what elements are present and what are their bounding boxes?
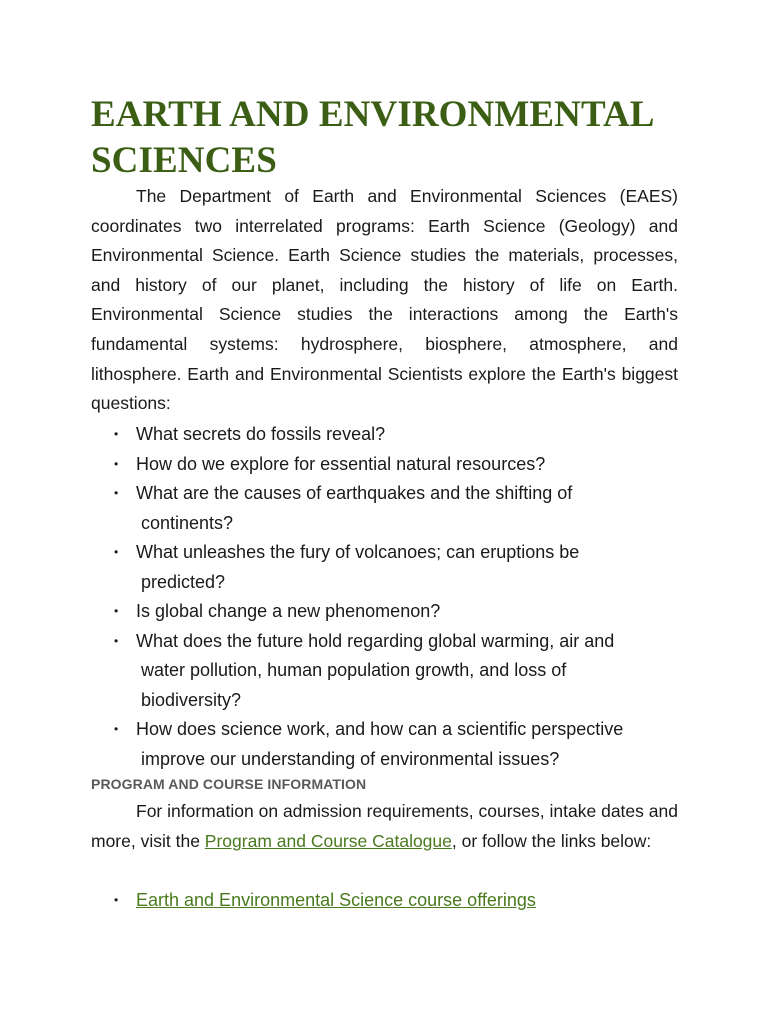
list-item [114,885,536,915]
list-item [114,450,674,480]
bullet-icon: • [114,604,119,618]
catalogue-link[interactable]: Program and Course Catalogue [204,830,452,851]
question-text: What does the future hold regarding global warming, air and [136,630,615,651]
list-item [114,597,674,627]
questions-list [114,420,674,774]
question-text: How do we explore for essential natural resources? [136,453,546,474]
bullet-icon: • [114,722,119,736]
question-text-continued: biodiversity? [141,689,242,710]
question-text-continued: predicted? [141,571,226,592]
bullet-icon: • [114,545,119,559]
question-text: What secrets do fossils reveal? [136,424,386,444]
info-text-before: For information on admission requirements, courses, intake dates and more, visit the [91,801,678,851]
bullet-icon: • [114,456,119,471]
info-text-after: , or follow the links below: [451,830,652,851]
page-title: EARTH AND ENVIRONMENTAL SCIENCES [91,94,653,181]
question-text: How does science work, and how can a scientific perspective [136,719,624,739]
question-text: What unleashes the fury of volcanoes; can eruptions be [136,542,580,562]
question-text: What are the causes of earthquakes and the shifting of [136,483,573,503]
question-text-continued: water pollution, human population growth, and loss of [141,660,567,680]
intro-paragraph: The Department of Earth and Environmental Sciences (EAES) coordinates two interrelated programs: Earth Science (Geology) and Environmental Science. Earth Science studies the materials, processes, and history of our planet, including the history of life on Earth. Environmental Science studies the interactions among the Earth's fundamental systems: hydrosphere, biosphere, atmosphere, and lithosphere. Earth and Environmental Scientists explore the Earth's biggest questions: [91,186,678,414]
list-item [114,627,674,716]
bullet-icon: • [114,486,119,500]
list-item [114,538,674,597]
course-links-list [114,885,536,915]
list-item [114,479,674,538]
course-offerings-link[interactable]: Earth and Environmental Science course offerings [136,890,536,910]
bullet-icon: • [114,633,119,648]
list-item [114,420,674,450]
question-text: Is global change a new phenomenon? [136,601,441,621]
list-item [114,715,674,774]
info-paragraph [91,797,678,856]
bullet-icon: • [114,893,119,907]
question-text-continued: improve our understanding of environmental issues? [141,748,560,769]
section-heading: PROGRAM AND COURSE INFORMATION [91,776,367,792]
bullet-icon: • [114,427,119,441]
question-text-continued: continents? [141,512,234,533]
